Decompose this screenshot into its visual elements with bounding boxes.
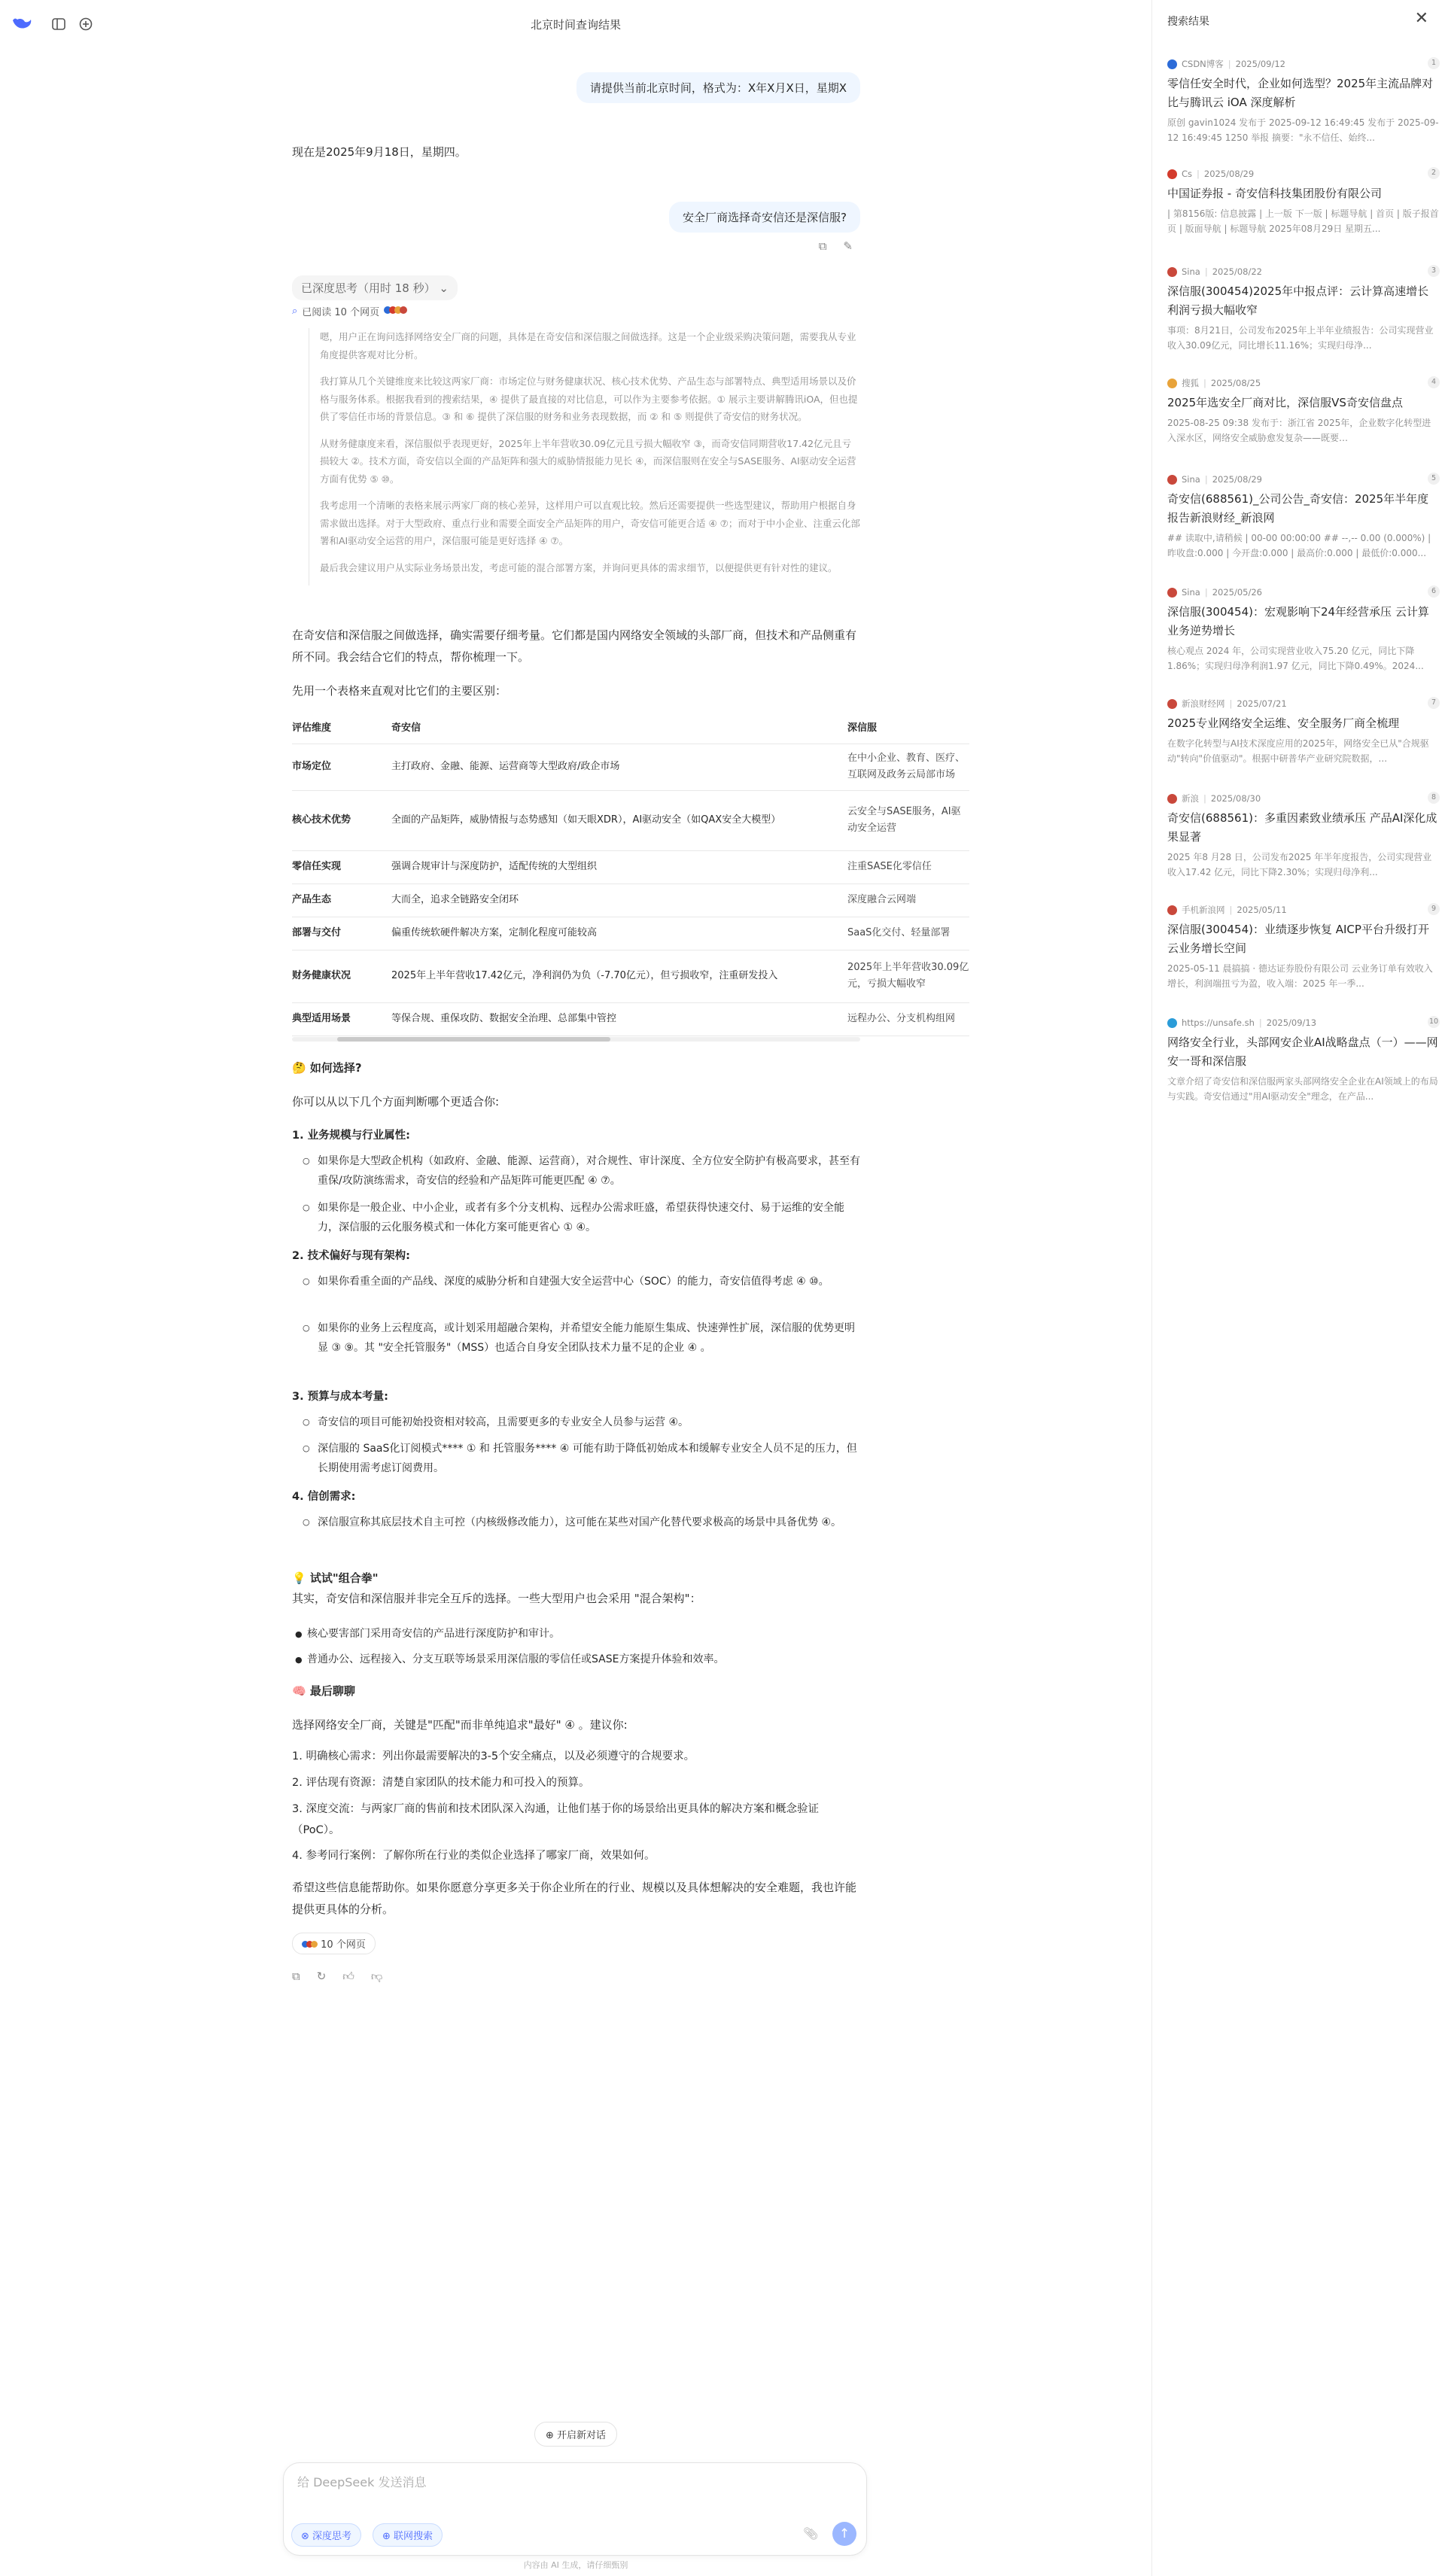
result-source: 新浪财经网 <box>1182 698 1225 709</box>
search-result-item[interactable] <box>1167 167 1440 236</box>
result-title[interactable]: 网络安全行业，头部网安企业AI战略盘点（一）——网安一哥和深信服 <box>1167 1036 1438 1068</box>
deep-think-button[interactable] <box>291 2523 361 2547</box>
panel-title: 搜索结果 <box>1167 16 1209 28</box>
result-meta: Sina | 2025/08/22 <box>1167 265 1440 278</box>
table-cell: 偏重传统软硬件解决方案，定制化程度可能较高 <box>391 917 847 950</box>
table-scrollbar-thumb[interactable] <box>337 1037 610 1042</box>
table-cell: 主打政府、金融、能源、运营商等大型政府/政企市场 <box>391 744 847 790</box>
table-header-cell: 评估维度 <box>292 713 391 744</box>
list-heading: 3. 预算与成本考量: <box>292 1391 388 1403</box>
result-title[interactable]: 奇安信(688561)：多重因素致业绩承压 产品AI深化成果显著 <box>1167 811 1437 844</box>
list-item: 普通办公、远程接入、分支互联等场景采用深信服的零信任或SASE方案提升体验和效率。 <box>307 1653 725 1665</box>
result-index-badge: 8 <box>1428 792 1440 804</box>
table-cell: 全面的产品矩阵，威胁情报与态势感知（如天眼XDR），AI驱动安全（如QAX安全大模型） <box>391 790 847 850</box>
thumbs-down-icon[interactable]: 👎︎ <box>370 1969 383 1983</box>
atom-icon: ⊗ <box>301 2531 309 2542</box>
arrow-up-icon: ↑ <box>838 2526 850 2541</box>
list-item: 1. 明确核心需求：列出你最需要解决的3-5个安全痛点，以及必须遵守的合规要求。 <box>292 1750 695 1762</box>
search-result-item[interactable] <box>1167 265 1440 353</box>
table-cell: 远程办公、分支机构组网 <box>847 1002 969 1036</box>
regenerate-icon[interactable]: ↻ <box>316 1969 327 1983</box>
table-row <box>292 884 969 917</box>
source-favicon-icon <box>1167 905 1177 915</box>
source-favicons <box>384 306 407 317</box>
result-date: 2025/09/12 <box>1235 59 1285 69</box>
comparison-table[interactable] <box>292 713 969 1042</box>
bullet-icon: ○ <box>303 1417 310 1427</box>
result-snippet: 核心观点 2024 年，公司实现营业收入75.20 亿元，同比下降1.86%；实现归母净利润1.97 亿元，同比下降0.49%。2024... <box>1167 646 1424 671</box>
bullet-icon: ● <box>295 1629 303 1639</box>
deep-think-toggle[interactable] <box>292 275 458 300</box>
result-meta: CSDN博客 | 2025/09/12 <box>1167 57 1440 71</box>
bullet-icon: ○ <box>303 1323 310 1333</box>
table-scrollbar[interactable] <box>292 1037 860 1042</box>
result-meta: Sina | 2025/08/29 <box>1167 473 1440 486</box>
result-source: 新浪 <box>1182 793 1199 804</box>
sources-button[interactable] <box>292 1933 376 1954</box>
list-item: 4. 参考同行案例：了解你所在行业的类似企业选择了哪家厂商，效果如何。 <box>292 1850 656 1862</box>
table-cell: 财务健康状况 <box>292 950 391 1002</box>
table-cell: 2025年上半年营收17.42亿元，净利润仍为负（-7.70亿元），但亏损收窄，注重研发投入 <box>391 950 847 1002</box>
section-intro: 选择网络安全厂商，关键是"匹配"而非单纯追求"最好" ④ 。建议你: <box>292 1718 628 1732</box>
result-snippet: | 第8156版: 信息披露 | 上一版 下一版 | 标题导航 | 首页 | 版子报首页 | 版面导航 | 标题导航 2025年08月29日 星期五... <box>1167 208 1439 234</box>
result-index-badge: 10 <box>1428 1016 1440 1028</box>
result-date: 2025/08/22 <box>1212 266 1263 277</box>
section-heading: 🤔 如何选择? <box>292 1061 362 1075</box>
source-favicon-icon <box>1167 1018 1177 1028</box>
result-meta: 新浪 | 2025/08/30 <box>1167 792 1440 805</box>
list-heading: 4. 信创需求: <box>292 1491 356 1503</box>
result-title[interactable]: 奇安信(688561)_公司公告_奇安信：2025年半年度报告新浪财经_新浪网 <box>1167 492 1429 525</box>
list-item: 奇安信的项目可能初始投资相对较高，且需要更多的专业安全人员参与运营 ④。 <box>318 1416 689 1428</box>
list-item: 深信服的 SaaS化订阅模式**** ① 和 托管服务**** ④ 可能有助于降低初始成本和缓解专业安全人员不足的压力，但长期使用需考虑订阅费用。 <box>318 1443 857 1474</box>
result-index-badge: 1 <box>1428 57 1440 69</box>
result-snippet: ## 读取中,请稍候 | 00-00 00:00:00 ## --,-- 0.00 (0.000%) | 昨收盘:0.000 | 今开盘:0.000 | 最高价:0.000 | 最低价:0.000... <box>1167 533 1431 558</box>
result-source: 搜狐 <box>1182 378 1199 388</box>
bullet-icon: ○ <box>303 1517 310 1527</box>
result-title[interactable]: 深信服(300454)2025年中报点评：云计算高速增长 利润亏损大幅收窄 <box>1167 284 1429 317</box>
section-intro: 你可以从以下几个方面判断哪个更适合你: <box>292 1095 500 1109</box>
result-source: CSDN博客 <box>1182 59 1224 69</box>
result-meta: 手机新浪网 | 2025/05/11 <box>1167 903 1440 917</box>
list-heading: 2. 技术偏好与现有架构: <box>292 1250 410 1262</box>
result-index-badge: 4 <box>1428 376 1440 388</box>
table-row <box>292 790 969 850</box>
table-row <box>292 1002 969 1036</box>
result-date: 2025/05/26 <box>1212 587 1263 598</box>
list-item: 核心要害部门采用奇安信的产品进行深度防护和审计。 <box>307 1628 560 1640</box>
think-paragraph: 嗯，用户正在询问选择网络安全厂商的问题，具体是在奇安信和深信服之间做选择。这是一个企业级采购决策问题，需要我从专业角度提供客观对比分析。 <box>320 331 856 360</box>
source-favicon-icon <box>1167 59 1177 69</box>
source-favicon-icon <box>1167 267 1177 277</box>
table-cell: 强调合规审计与深度防护，适配传统的大型组织 <box>391 850 847 884</box>
plus-icon: ⊕ <box>546 2430 554 2441</box>
deep-think-label: 深度思考 <box>312 2531 352 2542</box>
table-header-cell: 深信服 <box>847 713 969 744</box>
table-cell: 深度融合云网端 <box>847 884 969 917</box>
result-title[interactable]: 深信服(300454)：业绩逐步恢复 AICP平台升级打开云业务增长空间 <box>1167 923 1429 955</box>
globe-icon: ⊕ <box>382 2531 391 2542</box>
search-result-item[interactable] <box>1167 585 1440 674</box>
table-cell: 市场定位 <box>292 744 391 790</box>
result-title[interactable]: 2025年选安全厂商对比，深信服VS奇安信盘点 <box>1167 396 1403 409</box>
result-source: Sina <box>1182 587 1200 598</box>
table-cell: 大而全，追求全链路安全闭环 <box>391 884 847 917</box>
result-snippet: 事项：8月21日，公司发布2025年上半年业绩报告：公司实现营业收入30.09亿元，同比增长11.16%；实现归母净... <box>1167 325 1434 351</box>
new-chat-button[interactable] <box>534 2422 617 2447</box>
list-item: 3. 深度交流：与两家厂商的售前和技术团队深入沟通，让他们基于你的场景给出更具体的解决方案和概念验证（PoC）。 <box>292 1803 819 1836</box>
result-snippet: 在数字化转型与AI技术深度应用的2025年，网络安全已从"合规驱动"转向"价值驱动"。根据中研普华产业研究院数据，... <box>1167 738 1429 764</box>
result-source: https://unsafe.sh <box>1182 1017 1255 1028</box>
result-title[interactable]: 2025专业网络安全运维、安全服务厂商全梳理 <box>1167 716 1400 730</box>
result-index-badge: 3 <box>1428 265 1440 277</box>
table-cell: 2025年上半年营收30.09亿元，亏损大幅收窄 <box>847 950 969 1002</box>
result-snippet: 2025 年8 月28 日，公司发布2025 年半年度报告，公司实现营业收入17.42 亿元，同比下降2.30%；实现归母净利... <box>1167 852 1432 877</box>
table-cell: SaaS化交付、轻量部署 <box>847 917 969 950</box>
table-row <box>292 950 969 1002</box>
thumbs-up-icon[interactable]: 👍︎ <box>342 1969 354 1983</box>
think-paragraph: 我考虑用一个清晰的表格来展示两家厂商的核心差异，这样用户可以直观比较。然后还需要提供一些选型建议，帮助用户根据自身需求做出选择。对于大型政府、重点行业和需要全面安全产品矩阵的用户，奇安信可能更合适 ④ ⑦；而对于中小企业、注重云化部署和AI驱动安全运营的用户，深信服可能是更好选择 ④ ⑦。 <box>320 500 860 546</box>
user-message: 安全厂商选择奇安信还是深信服? <box>669 202 860 233</box>
answer-intro: 在奇安信和深信服之间做选择，确实需要仔细考量。它们都是国内网络安全领域的头部厂商，但技术和产品侧重有所不同。我会结合它们的特点，帮你梳理一下。 <box>292 628 857 664</box>
result-date: 2025/09/13 <box>1266 1017 1317 1028</box>
list-heading: 1. 业务规模与行业属性: <box>292 1130 410 1142</box>
result-index-badge: 2 <box>1428 167 1440 179</box>
result-title[interactable]: 零信任安全时代，企业如何选型？2025年主流品牌对比与腾讯云 iOA 深度解析 <box>1167 77 1434 109</box>
message-composer <box>283 2462 867 2556</box>
edit-icon[interactable]: ✎ <box>843 239 853 253</box>
result-source: Sina <box>1182 474 1200 485</box>
search-icon: ⌕ <box>292 306 298 317</box>
list-item: 如果你是大型政企机构（如政府、金融、能源、运营商），对合规性、审计深度、全方位安全防护有极高要求，甚至有重保/攻防演练需求，奇安信的经验和产品矩阵可能更匹配 ④ ⑦。 <box>318 1155 860 1187</box>
sources-read-label: 已阅读 10 个网页 <box>302 307 380 318</box>
result-title[interactable]: 深信服(300454)：宏观影响下24年经营承压 云计算业务逆势增长 <box>1167 605 1429 637</box>
result-date: 2025/08/29 <box>1212 474 1263 485</box>
closing-paragraph: 希望这些信息能帮助你。如果你愿意分享更多关于你企业所在的行业、规模以及具体想解决的安全难题，我也许能提供更具体的分析。 <box>292 1881 857 1916</box>
table-cell: 等保合规、重保攻防、数据安全治理、总部集中管控 <box>391 1002 847 1036</box>
top-bar <box>0 0 1151 48</box>
list-item: 如果你的业务上云程度高，或计划采用超融合架构，并希望安全能力能原生集成、快速弹性扩展，深信服的优势更明显 ③ ⑨。其 "安全托管服务"（MSS）也适合自身安全团队技术力量不足的企业 ④ 。 <box>318 1322 855 1354</box>
table-cell: 零信任实现 <box>292 850 391 884</box>
result-index-badge: 7 <box>1428 697 1440 709</box>
table-cell: 注重SASE化零信任 <box>847 850 969 884</box>
search-result-item[interactable] <box>1167 473 1440 561</box>
search-result-item[interactable] <box>1167 57 1440 145</box>
search-results-panel <box>1151 0 1445 2576</box>
ai-disclaimer: 内容由 AI 生成，请仔细甄别 <box>523 2560 628 2570</box>
source-favicons <box>302 1939 318 1951</box>
table-row <box>292 917 969 950</box>
user-message-actions <box>819 239 853 253</box>
section-heading: 🧠 最后聊聊 <box>292 1684 355 1698</box>
table-cell: 典型适用场景 <box>292 1002 391 1036</box>
sources-read-row[interactable] <box>292 304 407 318</box>
message-input[interactable] <box>297 2475 839 2489</box>
search-result-item[interactable] <box>1167 903 1440 991</box>
result-date: 2025/08/25 <box>1210 378 1261 388</box>
result-index-badge: 5 <box>1428 473 1440 485</box>
source-favicon-icon <box>1167 169 1177 179</box>
source-favicon-icon <box>1167 588 1177 598</box>
table-cell: 云安全与SASE服务，AI驱动安全运营 <box>847 790 969 850</box>
result-source: Sina <box>1182 266 1200 277</box>
thinking-content <box>309 328 860 585</box>
attach-icon[interactable]: 📎︎ <box>803 2526 819 2541</box>
bullet-icon: ○ <box>303 1203 310 1212</box>
result-title[interactable]: 中国证券报 - 奇安信科技集团股份有限公司 <box>1167 187 1382 200</box>
table-header-row <box>292 713 969 744</box>
result-snippet: 原创 gavin1024 发布于 2025-09-12 16:49:45 发布于 2025-09-12 16:49:45 1250 举报 摘要："永不信任、始终... <box>1167 117 1439 143</box>
bullet-icon: ● <box>295 1655 303 1665</box>
section-heading: 💡 试试"组合拳" <box>292 1571 379 1585</box>
result-snippet: 文章介绍了奇安信和深信服两家头部网络安全企业在AI领域上的布局与实践。奇安信通过"用AI驱动安全"理念，在产品... <box>1167 1076 1438 1102</box>
table-header-cell: 奇安信 <box>391 713 847 744</box>
search-result-item[interactable] <box>1167 792 1440 880</box>
close-icon[interactable]: ✕ <box>1414 9 1428 28</box>
sources-button-label: 10 个网页 <box>321 1939 366 1951</box>
bullet-icon: ○ <box>303 1276 310 1286</box>
copy-icon[interactable]: ⧉ <box>292 1969 300 1983</box>
table-cell: 产品生态 <box>292 884 391 917</box>
table-cell: 部署与交付 <box>292 917 391 950</box>
result-snippet: 2025-05-11 晨搞搞 · 德达证券股份有限公司 云业务订单有效收入增长，利润端扭亏为盈，收入端：2025 年一季... <box>1167 963 1433 989</box>
list-item: 如果你是一般企业、中小企业，或者有多个分支机构、远程办公需求旺盛，希望获得快速交付、易于运维的安全能力，深信服的云化服务模式和一体化方案可能更省心 ① ④。 <box>318 1202 844 1233</box>
result-source: 手机新浪网 <box>1182 905 1225 915</box>
result-meta: https://unsafe.sh | 2025/09/13 <box>1167 1016 1440 1029</box>
result-date: 2025/08/29 <box>1203 169 1255 179</box>
copy-icon[interactable]: ⧉ <box>818 239 827 253</box>
think-paragraph: 最后我会建议用户从实际业务场景出发，考虑可能的混合部署方案，并询问更具体的需求细节，以便提供更有针对性的建议。 <box>320 561 838 573</box>
bullet-icon: ○ <box>303 1443 310 1453</box>
table-row <box>292 850 969 884</box>
think-paragraph: 我打算从几个关键维度来比较这两家厂商：市场定位与财务健康状况、核心技术优势、产品生态与部署特点、典型适用场景以及价格与服务体系。根据我看到的搜索结果，④ 提供了最直接的对比信息，可以作为主要参考依据。① 展示主要讲解腾讯iOA，但也提供了零信任市场的背景信息。③ 和 ⑥ 提供了深信服的财务和业务表现数据，而 ② 和 ⑤ 则提供了奇安信的财务状况。 <box>320 376 858 422</box>
table-cell: 核心技术优势 <box>292 790 391 850</box>
result-meta: 搜狐 | 2025/08/25 <box>1167 376 1440 390</box>
list-item: 深信服宣称其底层技术自主可控（内核级修改能力），这可能在某些对国产化替代要求极高的场景中具备优势 ④。 <box>318 1516 841 1528</box>
result-meta: 新浪财经网 | 2025/07/21 <box>1167 697 1440 710</box>
bullet-icon: ○ <box>303 1156 310 1166</box>
source-favicon-icon <box>1167 699 1177 709</box>
web-search-label: 联网搜索 <box>394 2531 434 2542</box>
source-favicon-icon <box>1167 794 1177 804</box>
page-title: 北京时间查询结果 <box>530 18 621 32</box>
assistant-answer: 现在是2025年9月18日，星期四。 <box>292 145 467 159</box>
result-date: 2025/08/30 <box>1210 793 1261 804</box>
result-snippet: 2025-08-25 09:38 发布于：浙江省 2025年，企业数字化转型进入深水区，网络安全威胁愈发复杂——既要… <box>1167 418 1431 443</box>
deep-think-label: 已深度思考（用时 18 秒） <box>301 281 436 295</box>
source-favicon-icon <box>1167 475 1177 485</box>
list-item: 2. 评估现有资源：清楚自家团队的技术能力和可投入的预算。 <box>292 1777 590 1789</box>
result-meta: Sina | 2025/05/26 <box>1167 585 1440 599</box>
search-result-item[interactable] <box>1167 1016 1440 1104</box>
section-intro: 其实，奇安信和深信服并非完全互斥的选择。一些大型用户也会采用 "混合架构"： <box>292 1592 701 1605</box>
user-message: 请提供当前北京时间，格式为：X年X月X日，星期X <box>576 72 860 103</box>
chevron-down-icon: ⌄ <box>439 281 449 295</box>
result-date: 2025/05/11 <box>1237 905 1287 915</box>
answer-actions <box>292 1969 382 1984</box>
table-cell: 在中小企业、教育、医疗、互联网及政务云局部市场 <box>847 744 969 790</box>
new-chat-label: 开启新对话 <box>557 2430 607 2441</box>
table-row <box>292 744 969 790</box>
result-meta: Cs | 2025/08/29 <box>1167 167 1440 181</box>
send-button[interactable] <box>832 2522 856 2546</box>
result-date: 2025/07/21 <box>1237 698 1287 709</box>
search-result-item[interactable] <box>1167 697 1440 766</box>
result-index-badge: 6 <box>1428 585 1440 598</box>
result-index-badge: 9 <box>1428 903 1440 915</box>
web-search-button[interactable] <box>373 2523 443 2547</box>
result-source: Cs <box>1182 169 1193 179</box>
source-favicon-icon <box>1167 379 1177 388</box>
think-paragraph: 从财务健康度来看，深信服似乎表现更好，2025年上半年营收30.09亿元且亏损大幅收窄 ③，而奇安信同期营收17.42亿元且亏损较大 ②。技术方面，奇安信以全面的产品矩阵和强大的威胁情报能力见长 ④，而深信服则在安全与SASE服务、AI驱动安全运营方面有优势 ⑤ ⑩。 <box>320 437 856 485</box>
search-result-item[interactable] <box>1167 376 1440 446</box>
table-intro: 先用一个表格来直观对比它们的主要区别： <box>292 684 507 698</box>
list-item: 如果你看重全面的产品线、深度的威胁分析和自建强大安全运营中心（SOC）的能力，奇安信值得考虑 ④ ⑩。 <box>318 1276 829 1288</box>
